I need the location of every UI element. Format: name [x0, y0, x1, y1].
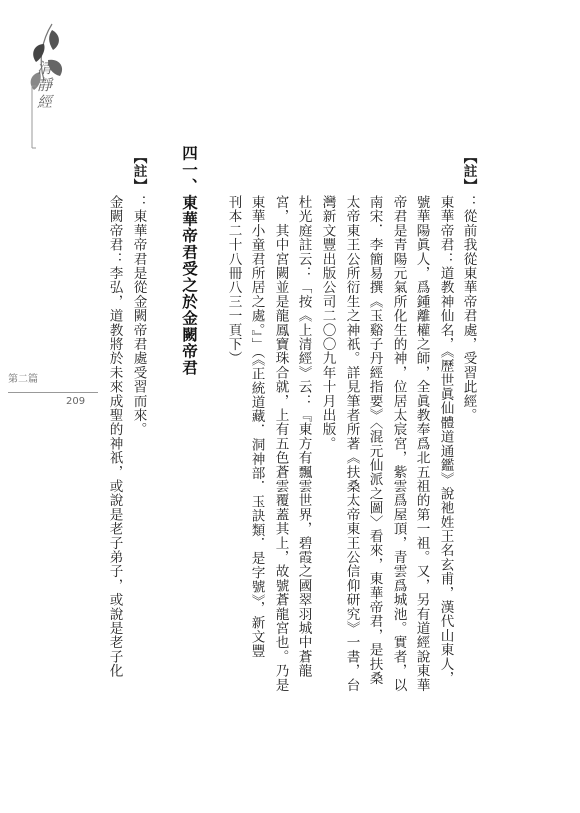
- note-line: 太帝東王公所衍生之神祇。詳見筆者所著《扶桑太帝東王公信仰研究》一書，台: [343, 195, 360, 692]
- note-line: ：從前我從東華帝君處，受習此經。: [460, 195, 477, 423]
- note-line: ：東華帝君是從金闕帝君處受習而來。: [130, 195, 147, 437]
- section-heading: 四一、東華帝君受之於金闕帝君: [180, 145, 198, 376]
- note-tag: 【註】: [460, 150, 477, 193]
- logo-title: 清靜經: [35, 60, 53, 111]
- page-rule-divider: [8, 392, 98, 393]
- note-line: 東華小童君所居之處。』」（《正統道藏．洞神部．玉訣類．是字號》，新文豐: [248, 195, 265, 658]
- note-line: 號華陽眞人，爲鍾離權之師，全眞教奉爲北五祖的第一祖。又，另有道經說東華: [413, 195, 430, 692]
- note-line: 刊本二十八冊八三一頁下）: [225, 195, 242, 366]
- page-number: 209: [66, 396, 86, 407]
- note-line: 金闕帝君：李弘，道教將於未來成聖的神祇，或說是老子弟子，或說是老子化: [106, 195, 123, 678]
- note-line: 灣新文豐出版公司二〇〇九年十月出版。: [319, 195, 336, 451]
- chapter-label: 第二篇: [8, 374, 38, 385]
- note-line: 杜光庭註云：「按《上清經》云：『東方有飄雲世界，碧霞之國翠羽城中蒼龍: [295, 195, 312, 678]
- note-line: 宮，其中宮闕並是龍鳳寶珠合就，上有五色蒼雲覆蓋其上，故號蒼龍宮也。乃是: [272, 195, 289, 692]
- note-line: 帝君是青陽元氣所化生的神，位居太宸宮，紫雲爲屋頂，青雲爲城池。實者，以: [390, 195, 407, 692]
- note-line: 南宋．李簡易撰《玉谿子丹經指要》〈混元仙派之圖〉看來，東華帝君，是扶桑: [366, 195, 383, 686]
- note-tag: 【註】: [130, 150, 147, 193]
- note-line: 東華帝君：道教神仙名，《歷世眞仙體道通鑑》說祂姓王名玄甫，漢代山東人，: [437, 195, 454, 686]
